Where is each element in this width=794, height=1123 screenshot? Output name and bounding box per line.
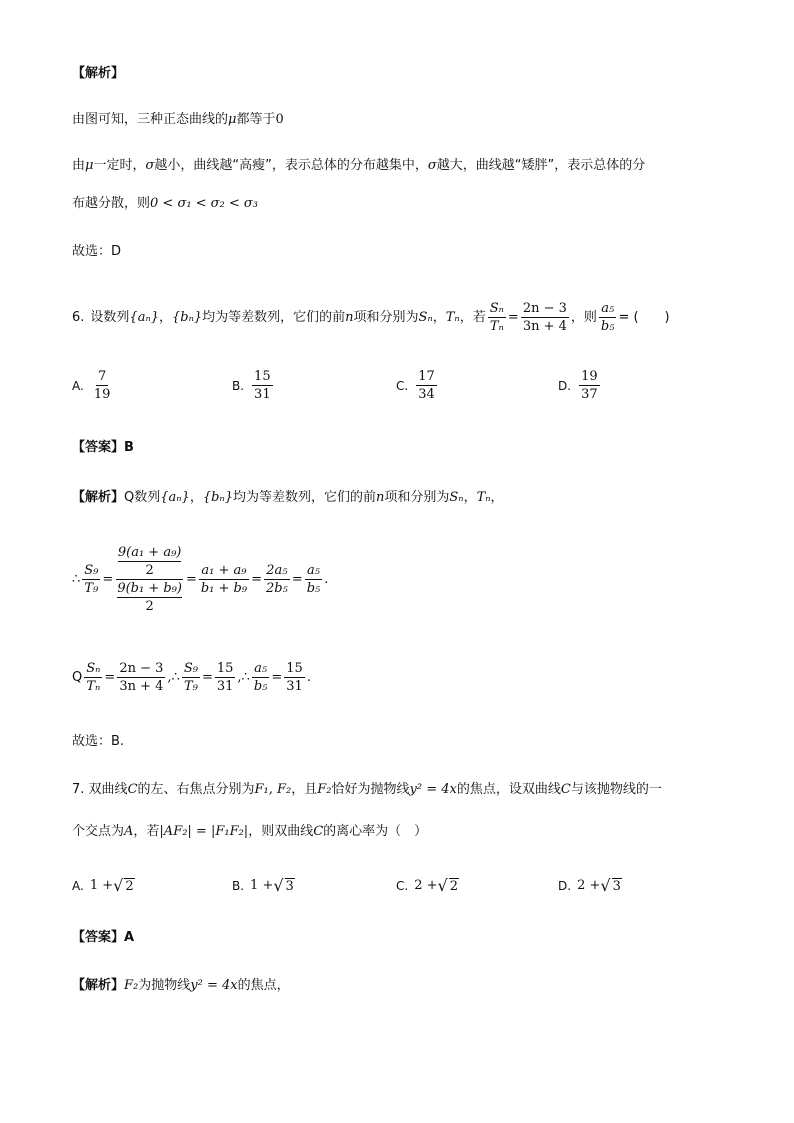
Tn-var: Tₙ [445,309,460,325]
option-value: 1 + [89,878,114,893]
text: 的左、右焦点分别为 [137,782,255,797]
option-c[interactable]: C. 2 + √ 2 [396,876,458,895]
therefore-symbol: ∴ [72,572,81,587]
question-6: 6. 设数列 {aₙ} ， {bₙ} 均为等差数列，它们的前 n 项和分别为 Sₙ ， Tₙ ，若 $\frac{\text{Sₙ}}{\text{Tₙ}}$ = $\frac{2n - 3}{3n + 4}$ ，则 $\frac{\text{a₅}}{\text{b₅}}$ = ( ) [72,301,670,334]
Sn-var: Sₙ [418,309,433,325]
n-var: n [345,309,354,325]
radicand: 3 [612,878,621,894]
option-label: D. [558,378,572,393]
fraction-Sn-Tn: $\frac{\text{Sₙ}}{\text{Tₙ}}$ [489,301,504,334]
fraction-value: $\frac{15}{31}$ [286,661,303,694]
Tn-var: Tₙ [476,490,491,505]
text: 恰好为抛物线 [331,782,410,797]
text: ， [189,490,203,505]
answer-q6: 【答案】B [72,440,134,455]
option-c[interactable] [396,368,439,403]
derivation-line-2: Q $\frac{\text{Sₙ}}{\text{Tₙ}}$ = $\frac{2n - 3}{3n + 4}$ , ∴ $\frac{\text{S₉}}{\text{T₉}}$ = $\frac{15}{31}$ , ∴ $\frac{\text{a₅}}{\text{b₅}}$ = $\frac{15}{31}$ . [72,661,311,694]
option-label: D. [558,878,572,893]
analysis-q7 [72,976,290,996]
zero-value: 0 [275,112,284,127]
analysis-heading: 【解析】 [72,490,125,505]
fraction-ratio: $\frac{2n - 3}{3n + 4}$ [522,301,567,334]
because-symbol: Q [72,669,83,685]
text: 越小，曲线越“高瘦”，表示总体的分布越集中， [154,158,428,173]
parabola-equation: y² = 4x [409,782,457,797]
option-label: B. [232,378,245,393]
option-fraction: $\frac{17}{34}$ [418,369,435,402]
text: ， [158,309,172,325]
option-label: C. [396,878,409,893]
analysis-pick: 故选：D [72,244,122,259]
fraction-a5-b5: $\frac{\text{a₅}}{\text{b₅}}$ [600,301,615,334]
sigma-symbol: σ [145,158,155,173]
text: ， [463,490,477,505]
parabola-equation: y² = 4x [190,978,238,993]
compound-fraction: 9(a₁ + a₉) 2 9(b₁ + b₉) 2 [117,545,182,614]
text: 项和分别为 [353,309,419,325]
fraction-Sn-Tn: $\frac{\text{Sₙ}}{\text{Tₙ}}$ [86,661,101,694]
A-var: A [124,824,134,839]
text: 的焦点，设双曲线 [456,782,561,797]
answer-q7: 【答案】A [72,930,135,945]
seq-b: {bₙ} [202,490,233,505]
seq-a: {aₙ} [129,309,159,325]
question-number: 6. [72,309,85,325]
text: 由图可知，三种正态曲线的 [72,112,229,127]
C-var: C [127,782,138,797]
fraction-S9-T9: $\frac{\text{S₉}}{\text{T₉}}$ [183,661,198,694]
fraction-ratio: $\frac{2n - 3}{3n + 4}$ [119,661,164,694]
option-b[interactable]: B. 1 + √ 3 [232,876,294,895]
text: 越大，曲线越“矮胖”，表示总体的分 [436,158,646,173]
text: 布越分散，则 [72,196,151,211]
text: 均为等差数列，它们的前 [202,309,346,325]
fraction-a5-b5: $\frac{\text{a₅}}{\text{b₅}}$ [253,661,268,694]
analysis-heading: 【解析】 [72,66,125,81]
fraction-double: $\frac{\text{2a₅}}{\text{2b₅}}$ [266,563,288,596]
sigma-inequality: 0 < σ₁ < σ₂ < σ₃ [150,196,259,211]
option-label: C. [396,378,409,393]
F2-var: F₂ [317,782,332,797]
text: ，则 [570,309,597,325]
option-fraction: $\frac{19}{37}$ [581,369,598,402]
text: ，且 [291,782,318,797]
radicand: 2 [449,878,458,894]
option-d[interactable] [558,368,602,403]
text: ， [490,490,504,505]
question-7-line-2 [72,822,427,842]
option-label: B. [232,878,245,893]
option-value: 2 + [577,878,601,893]
answer-blank: = ( ) [618,309,670,325]
seq-b: {bₙ} [172,309,203,325]
question-7-line-1 [72,780,662,800]
analysis-line-3 [72,194,258,214]
text: 均为等差数列，它们的前 [232,490,376,505]
option-fraction: $\frac{15}{31}$ [254,369,271,402]
text: ，则双曲线 [248,824,314,839]
fraction-value: $\frac{15}{31}$ [216,661,234,694]
condition: |AF₂| = |F₁F₂| [159,824,249,839]
text: 双曲线 [88,782,128,797]
radicand: 3 [285,878,294,894]
analysis-q6-intro [72,488,504,508]
text: 都等于 [236,112,276,127]
text: 设数列 [90,309,130,325]
Sn-var: Sₙ [449,490,464,505]
C-var: C [560,782,571,797]
text: 与该抛物线的一 [570,782,662,797]
analysis-heading: 【解析】 [72,978,125,993]
text: 项和分别为 [384,490,450,505]
text: ， [432,309,446,325]
option-value: 1 + [250,878,274,893]
text: Q数列 [124,490,161,505]
text: 个交点为 [72,824,125,839]
fraction-a5-b5: $\frac{\text{a₅}}{\text{b₅}}$ [306,563,321,596]
analysis-line-2 [72,156,645,176]
text: 一定时， [93,158,146,173]
radicand: 2 [125,878,134,894]
text: 的离心率为（ ） [323,824,428,839]
seq-a: {aₙ} [160,490,190,505]
text: ，若 [133,824,160,839]
foci: F₁, F₂ [254,782,292,797]
text: 的焦点， [237,978,290,993]
option-label: A. [72,878,84,893]
option-d[interactable]: D. 2 + √ 3 [558,876,621,895]
option-b[interactable] [232,368,275,403]
n-var: n [375,490,385,505]
sigma-symbol: σ [427,158,437,173]
F2-var: F₂ [124,978,139,993]
fraction-S9-T9: $\frac{\text{S₉}}{\text{T₉}}$ [84,563,99,596]
derivation-line-1: ∴ $\frac{\text{S₉}}{\text{T₉}}$ = 9(a₁ + a₉) 2 9(b₁ + b₉) 2 = $\frac{\text{a₁ + a₉}}{\text{b₁ + b₉}}$ = $\frac{\text{2a₅}}{\text{2b₅}}$ = $\frac{\text{a₅}}{\text{b₅}}$ . [72,545,329,614]
mu-symbol: μ [228,112,237,127]
option-fraction: $\frac{7}{19}$ [93,369,111,402]
text: ，若 [459,309,486,325]
question-number: 7. [72,782,85,797]
option-a[interactable]: A. 1 + √ 2 [72,876,134,895]
option-a[interactable] [72,368,114,403]
option-label: A. [72,378,84,393]
analysis-q6-pick: 故选：B. [72,734,125,749]
text: 为抛物线 [138,978,191,993]
option-value: 2 + [414,878,438,893]
C-var: C [313,824,324,839]
fraction-sum: $\frac{\text{a₁ + a₉}}{\text{b₁ + b₉}}$ [200,563,248,596]
text: 由 [72,158,86,173]
mu-symbol: μ [85,158,94,173]
analysis-line-1 [72,110,284,130]
